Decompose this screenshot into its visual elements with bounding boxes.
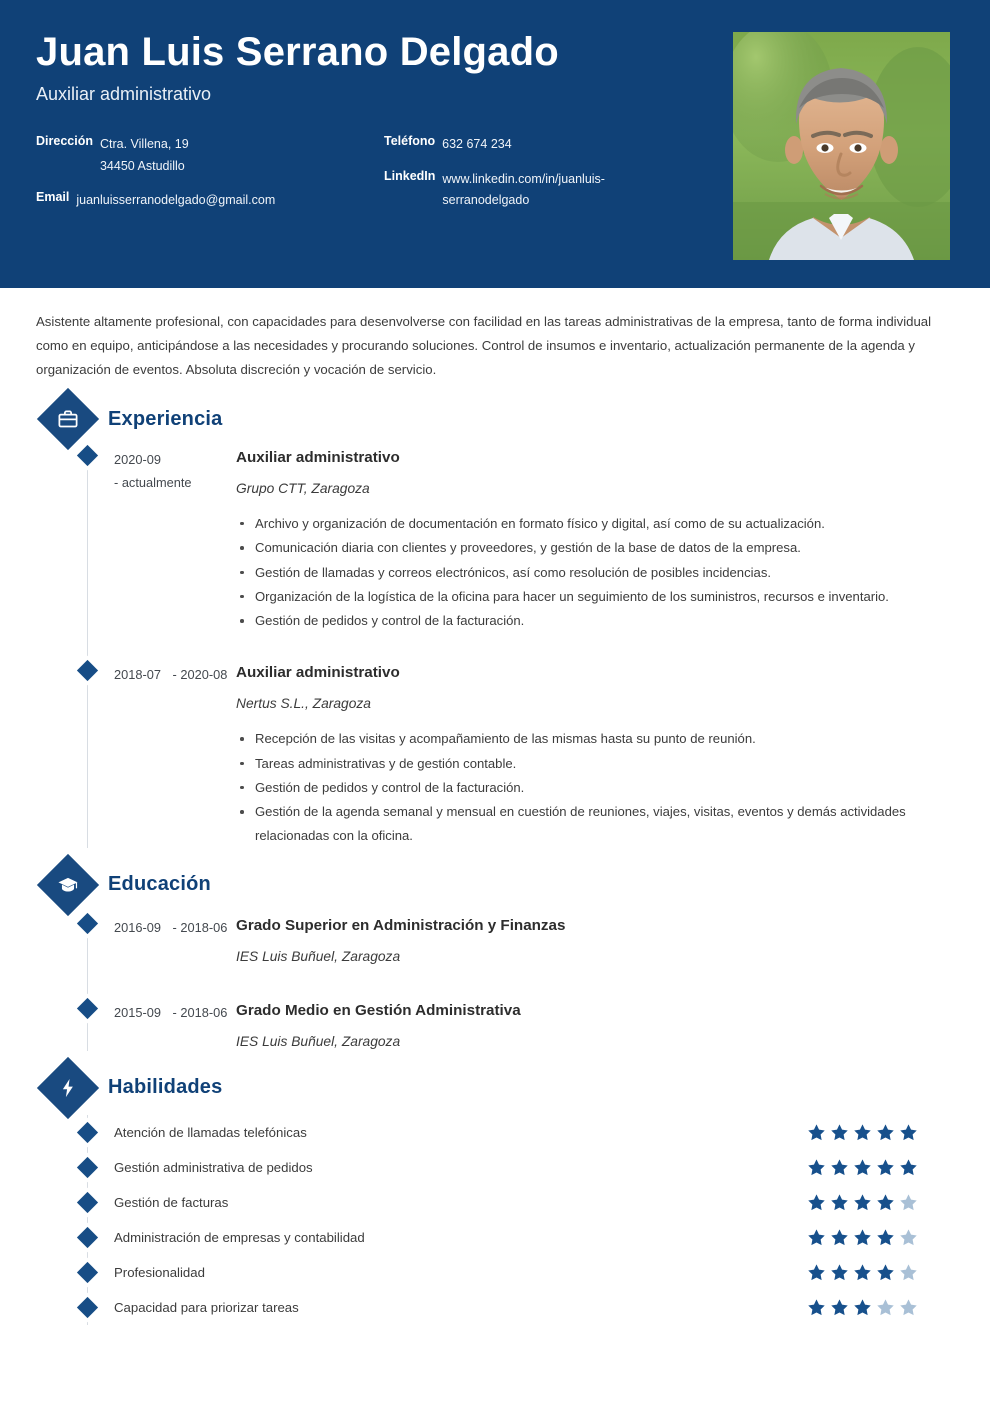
date-start: 2020-09: [114, 452, 161, 468]
profile-photo-icon: [733, 32, 950, 260]
education-entry-content: [234, 1001, 954, 1051]
date-start: 2015-09: [114, 1004, 161, 1020]
star-icon: [853, 1228, 872, 1247]
star-icon: [876, 1158, 895, 1177]
star-icon: [807, 1263, 826, 1282]
list-item: Comunicación diaria con clientes y proveedores, y gestión de la base de datos de la empresa.: [236, 536, 954, 559]
skill-label: Profesionalidad: [114, 1264, 205, 1280]
star-icon: [853, 1158, 872, 1177]
star-icon: [807, 1228, 826, 1247]
contact-email-label: Email: [36, 190, 70, 205]
cv-header: [0, 0, 990, 288]
skills-diamond: [37, 1057, 99, 1119]
star-icon: [853, 1298, 872, 1317]
star-icon: [899, 1263, 918, 1282]
list-item: Gestión de llamadas y correos electrónicos, así como resolución de posibles incidencias.: [236, 561, 954, 584]
skill-rating: [807, 1263, 954, 1282]
star-icon: [830, 1158, 849, 1177]
skill-rating: [807, 1123, 954, 1142]
skill-rating: [807, 1193, 954, 1212]
section-title-education: Educación: [108, 873, 211, 896]
date-start: 2018-07: [114, 667, 161, 683]
contact-linkedin[interactable]: [384, 169, 736, 212]
experience-entry: [36, 663, 954, 847]
skill-label: Atención de llamadas telefónicas: [114, 1124, 307, 1140]
skill-rating: [807, 1158, 954, 1177]
date-end: - 2018-06: [172, 919, 228, 935]
section-education: [36, 862, 954, 1051]
star-icon: [853, 1193, 872, 1212]
education-entry-content: [234, 916, 954, 966]
experience-organization: Grupo CTT, Zaragoza: [236, 481, 370, 497]
skill-label: Capacidad para priorizar tareas: [114, 1299, 299, 1315]
contact-phone[interactable]: [384, 134, 736, 156]
education-entry-dates: [76, 916, 234, 966]
skills-timeline: [36, 1115, 954, 1325]
experience-bullets: [236, 727, 954, 846]
star-icon: [876, 1228, 895, 1247]
star-icon: [830, 1193, 849, 1212]
skill-label: Gestión administrativa de pedidos: [114, 1159, 313, 1175]
contact-address-line2: 34450 Astudillo: [99, 158, 185, 173]
contact-linkedin-line1: www.linkedin.com/in/juanluis-: [442, 171, 605, 186]
list-item: Gestión de la agenda semanal y mensual en cuestión de reuniones, viajes, visitas, eventos y demás actividades relacionadas con la oficina.: [236, 800, 954, 847]
contact-address: [36, 134, 384, 177]
list-item: Archivo y organización de documentación en formato físico y digital, así como de su actualización.: [236, 512, 954, 535]
section-skills: [36, 1065, 954, 1325]
star-icon: [807, 1298, 826, 1317]
star-icon: [876, 1123, 895, 1142]
experience-role: Auxiliar administrativo: [236, 664, 400, 682]
star-icon: [807, 1193, 826, 1212]
skill-row: [36, 1150, 954, 1185]
education-diamond: [37, 854, 99, 916]
star-icon: [899, 1228, 918, 1247]
date-end: - 2020-08: [172, 667, 228, 683]
date-end: - actualmente: [114, 474, 192, 490]
star-icon: [899, 1158, 918, 1177]
professional-summary: Asistente altamente profesional, con capacidades para desenvolverse con facilidad en las tareas administrativas de la empresa, tanto de forma individual como en equipo, anticipándose a las necesidades y procurando soluciones. Control de insumos e inventario, actualización permanente de la agenda y organización de eventos. Absoluta discreción y vocación de servicio.: [36, 314, 932, 378]
contact-phone-label: Teléfono: [384, 134, 436, 149]
list-item: Tareas administrativas y de gestión contable.: [236, 752, 954, 775]
contact-address-line1: Ctra. Villena, 19: [99, 137, 189, 152]
experience-entry: [36, 448, 954, 633]
star-icon: [899, 1123, 918, 1142]
list-item: Organización de la logística de la oficina para hacer un seguimiento de los suministros, recursos e inventario.: [236, 585, 954, 608]
experience-bullets: [236, 512, 954, 632]
list-item: Recepción de las visitas y acompañamiento de las mismas hasta su punto de reunión.: [236, 727, 954, 750]
star-icon: [876, 1193, 895, 1212]
education-entry: [36, 1001, 954, 1051]
contact-column-left: [36, 134, 384, 225]
contact-grid: [36, 134, 736, 225]
briefcase-icon: [57, 408, 79, 430]
experience-entry-content: [234, 663, 954, 847]
section-title-skills: Habilidades: [108, 1076, 223, 1099]
contact-linkedin-line2: serranodelgado: [442, 193, 530, 208]
contact-phone-value[interactable]: 632 674 234: [442, 137, 512, 152]
contact-linkedin-label: LinkedIn: [384, 168, 436, 183]
graduation-cap-icon: [57, 874, 79, 896]
date-start: 2016-09: [114, 919, 161, 935]
star-icon: [830, 1298, 849, 1317]
section-header-education: [36, 862, 954, 908]
education-timeline: [36, 916, 954, 1051]
contact-email[interactable]: [36, 190, 384, 212]
skill-label: Gestión de facturas: [114, 1194, 229, 1210]
star-icon: [807, 1158, 826, 1177]
education-school: IES Luis Buñuel, Zaragoza: [236, 948, 401, 964]
header-text-block: [36, 30, 726, 225]
avatar: [733, 32, 950, 260]
skill-rating: [807, 1298, 954, 1317]
experience-role: Auxiliar administrativo: [236, 449, 400, 467]
section-header-skills: [36, 1065, 954, 1111]
star-icon: [899, 1298, 918, 1317]
skill-row: [36, 1290, 954, 1325]
education-degree: Grado Medio en Gestión Administrativa: [236, 1001, 521, 1019]
star-icon: [830, 1228, 849, 1247]
experience-diamond: [37, 388, 99, 450]
star-icon: [830, 1123, 849, 1142]
experience-timeline: [36, 448, 954, 848]
section-header-experience: [36, 396, 954, 442]
cv-body: [0, 288, 990, 1325]
education-school: IES Luis Buñuel, Zaragoza: [236, 1033, 401, 1049]
lightning-bolt-icon: [57, 1077, 79, 1099]
skill-label: Administración de empresas y contabilidad: [114, 1229, 365, 1245]
education-entry-dates: [76, 1001, 234, 1051]
list-item: Gestión de pedidos y control de la facturación.: [236, 609, 954, 632]
contact-email-value[interactable]: juanluisserranodelgado@gmail.com: [76, 193, 276, 208]
page-title: Juan Luis Serrano Delgado: [36, 30, 559, 74]
contact-linkedin-value[interactable]: [442, 169, 605, 212]
experience-entry-dates: [76, 448, 234, 633]
education-entry: [36, 916, 954, 966]
star-icon: [876, 1263, 895, 1282]
experience-entry-content: [234, 448, 954, 633]
star-icon: [876, 1298, 895, 1317]
skill-row: [36, 1115, 954, 1150]
date-end: - 2018-06: [172, 1004, 228, 1020]
section-title-experience: Experiencia: [108, 407, 223, 430]
star-icon: [853, 1123, 872, 1142]
section-experience: [36, 396, 954, 848]
experience-entry-dates: [76, 663, 234, 847]
skill-rating: [807, 1228, 954, 1247]
contact-address-label: Dirección: [36, 134, 93, 149]
star-icon: [830, 1263, 849, 1282]
experience-organization: Nertus S.L., Zaragoza: [236, 696, 371, 712]
star-icon: [853, 1263, 872, 1282]
skill-row: [36, 1220, 954, 1255]
skill-row: [36, 1255, 954, 1290]
contact-address-value: [100, 134, 189, 177]
star-icon: [899, 1193, 918, 1212]
star-icon: [807, 1123, 826, 1142]
education-degree: Grado Superior en Administración y Finanzas: [236, 916, 566, 934]
contact-column-right: [384, 134, 736, 225]
job-title: Auxiliar administrativo: [36, 83, 212, 104]
skill-row: [36, 1185, 954, 1220]
list-item: Gestión de pedidos y control de la facturación.: [236, 776, 954, 799]
